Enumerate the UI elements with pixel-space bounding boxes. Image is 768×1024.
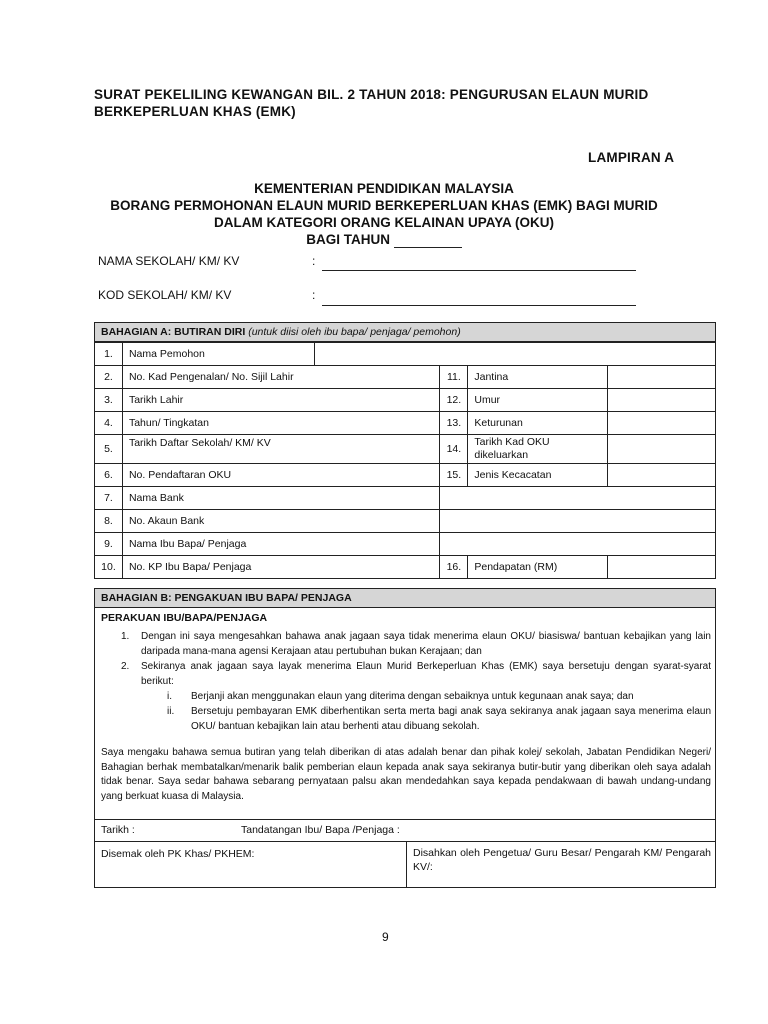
item1-text: Dengan ini saya mengesahkan bahawa anak jagaan saya tidak menerima elaun OKU/ biasiswa/ bantuan kebajikan yang lain daripada mana-mana agensi Kerajaan atau pertubuhan bukan Kerajaan; dan — [141, 631, 711, 657]
circular-title-line2: BERKEPERLUAN KHAS (EMK) — [94, 104, 296, 119]
row-label: No. KP Ibu Bapa/ Penjaga — [122, 556, 439, 579]
row-input-field[interactable] — [314, 343, 715, 366]
section-a-note: (untuk diisi oleh ibu bapa/ penjaga/ pemohon) — [248, 326, 461, 338]
sub-ii-number: ii. — [167, 706, 175, 717]
table-row — [95, 389, 716, 412]
table-row — [95, 556, 716, 579]
sub-ii-text: Bersetuju pembayaran EMK diberhentikan serta merta bagi anak saya sekiranya anak jagaan saya menerima elaun OKU/ bantuan kebajikan lain atau berhenti atau dibuang sekolah. — [191, 706, 711, 732]
row-input-field[interactable] — [608, 412, 716, 435]
form-title — [104, 180, 664, 248]
row-label: Tarikh Kad OKU dikeluarkan — [468, 435, 608, 464]
table-row — [95, 343, 716, 366]
row-number: 4. — [95, 412, 123, 435]
declaration-text: Saya mengaku bahawa semua butiran yang telah diberikan di atas adalah benar dan pihak kolej/ sekolah, Jabatan Pendidikan Negeri/ Bahagian berhak membatalkan/menarik balik pemberian elaun kepada anak saya sekiranya butir-butir yang diberikan oleh saya adalah tidak benar. Saya sedar bahawa sebarang pernyataan palsu akan mendedahkan saya kepada pendakwaan di bawah undang-undang yang berkuat kuasa di Malaysia. — [101, 747, 711, 802]
form-title-line4 — [104, 231, 664, 248]
declaration-box — [94, 608, 716, 820]
row-label: Tarikh Lahir — [122, 389, 439, 412]
table-row — [95, 412, 716, 435]
row-label: Pendapatan (RM) — [468, 556, 608, 579]
row-number: 8. — [95, 510, 123, 533]
row-label: Nama Bank — [122, 487, 439, 510]
row-number: 14. — [440, 435, 468, 464]
row-label: Jenis Kecacatan — [468, 464, 608, 487]
item1-number: 1. — [121, 631, 130, 642]
row-label: No. Kad Pengenalan/ No. Sijil Lahir — [122, 366, 439, 389]
section-b-heading: BAHAGIAN B: PENGAKUAN IBU BAPA/ PENJAGA — [94, 588, 716, 608]
row-label: Umur — [468, 389, 608, 412]
personal-details-table — [94, 342, 716, 579]
row-input-field[interactable] — [608, 389, 716, 412]
date-label: Tarikh : — [101, 824, 135, 836]
form-title-line1: KEMENTERIAN PENDIDIKAN MALAYSIA — [254, 181, 514, 196]
sub-i-text: Berjanji akan menggunakan elaun yang diterima dengan sebaiknya untuk kegunaan anak saya; dan — [191, 691, 634, 702]
row-input-field[interactable] — [608, 435, 716, 464]
row-label: Nama Pemohon — [122, 343, 314, 366]
row-input-field[interactable] — [608, 556, 716, 579]
school-name-colon: : — [312, 254, 316, 268]
school-name-field[interactable] — [322, 270, 636, 271]
declaration-subheading: PERAKUAN IBU/BAPA/PENJAGA — [101, 612, 268, 624]
row-input-field[interactable] — [440, 487, 716, 510]
approved-by-label: Disahkan oleh Pengetua/ Guru Besar/ Pengarah KM/ Pengarah KV/: — [413, 847, 711, 873]
row-input-field[interactable] — [608, 366, 716, 389]
row-input-field[interactable] — [440, 510, 716, 533]
appendix-label: LAMPIRAN A — [588, 150, 675, 165]
table-row — [95, 533, 716, 556]
school-code-colon: : — [312, 288, 316, 302]
table-row — [95, 366, 716, 389]
table-row — [95, 487, 716, 510]
row-number: 10. — [95, 556, 123, 579]
row-number: 11. — [440, 366, 468, 389]
row-label: No. Pendaftaran OKU — [122, 464, 439, 487]
row-label: Keturunan — [468, 412, 608, 435]
row-number: 1. — [95, 343, 123, 366]
approval-divider — [406, 842, 407, 887]
row-number: 3. — [95, 389, 123, 412]
row-number: 2. — [95, 366, 123, 389]
checked-by-label: Disemak oleh PK Khas/ PKHEM: — [101, 848, 255, 860]
row-number: 6. — [95, 464, 123, 487]
row-number: 5. — [95, 435, 123, 464]
row-number: 16. — [440, 556, 468, 579]
approval-row — [94, 842, 716, 888]
form-title-line3: DALAM KATEGORI ORANG KELAINAN UPAYA (OKU) — [213, 215, 554, 230]
row-label: Jantina — [468, 366, 608, 389]
row-number: 15. — [440, 464, 468, 487]
table-row — [95, 464, 716, 487]
row-input-field[interactable] — [440, 533, 716, 556]
year-label: BAGI TAHUN — [306, 232, 390, 247]
section-a-title: BAHAGIAN A: BUTIRAN DIRI — [101, 326, 246, 338]
year-blank[interactable] — [394, 235, 462, 248]
row-label: Tahun/ Tingkatan — [122, 412, 439, 435]
school-code-label: KOD SEKOLAH/ KM/ KV — [98, 288, 232, 302]
section-a-heading — [94, 322, 716, 342]
row-number: 12. — [440, 389, 468, 412]
circular-title-line1: SURAT PEKELILING KEWANGAN BIL. 2 TAHUN 2018: PENGURUSAN ELAUN MURID — [94, 87, 649, 102]
sub-i-number: i. — [167, 691, 172, 702]
signature-row — [94, 820, 716, 842]
row-number: 9. — [95, 533, 123, 556]
row-label: Tarikh Daftar Sekolah/ KM/ KV — [122, 435, 439, 464]
table-row — [95, 435, 716, 464]
school-name-label: NAMA SEKOLAH/ KM/ KV — [98, 254, 240, 268]
circular-title — [94, 86, 694, 120]
row-label: Nama Ibu Bapa/ Penjaga — [122, 533, 439, 556]
row-label: No. Akaun Bank — [122, 510, 439, 533]
item2-number: 2. — [121, 661, 130, 672]
row-number: 7. — [95, 487, 123, 510]
page-number: 9 — [382, 930, 389, 944]
table-row — [95, 510, 716, 533]
form-title-line2: BORANG PERMOHONAN ELAUN MURID BERKEPERLUAN KHAS (EMK) BAGI MURID — [110, 198, 658, 213]
row-number: 13. — [440, 412, 468, 435]
signature-label: Tandatangan Ibu/ Bapa /Penjaga : — [241, 824, 400, 836]
item2-text: Sekiranya anak jagaan saya layak menerima Elaun Murid Berkeperluan Khas (EMK) saya bersetuju dengan syarat-syarat berikut: — [141, 661, 711, 687]
school-code-field[interactable] — [322, 305, 636, 306]
row-input-field[interactable] — [608, 464, 716, 487]
